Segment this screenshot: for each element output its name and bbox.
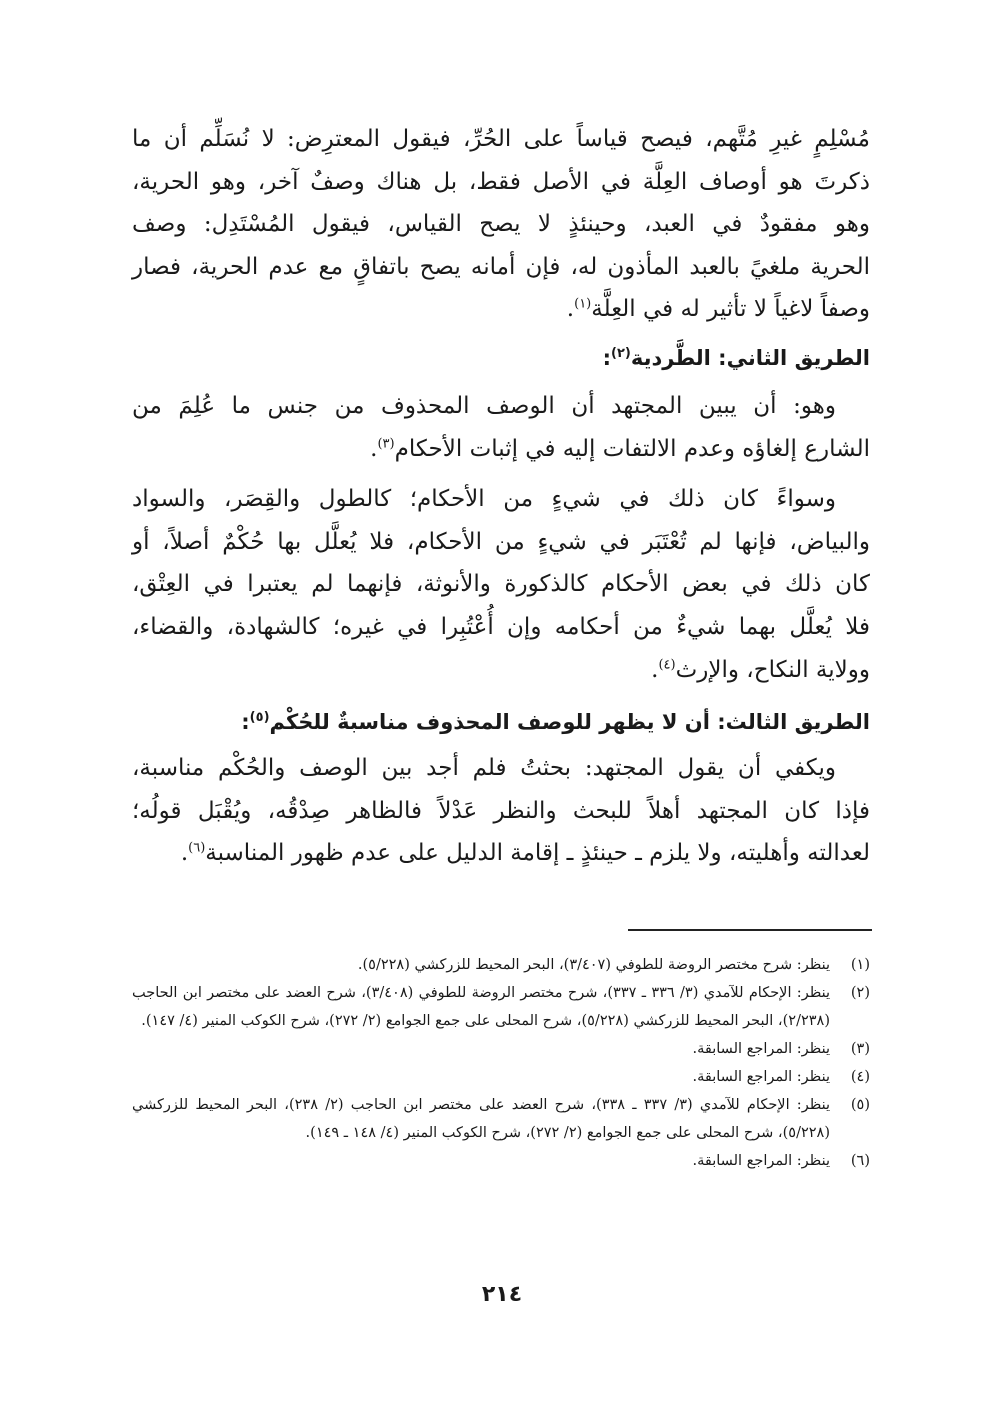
footnote-text: ينظر: المراجع السابقة. [692,1153,830,1169]
line-end: . [651,656,659,683]
footnote-number: (١) [850,957,870,973]
text-line: الحرية ملغيً بالعبد المأذون له، فإن أمانه يصح باتفاقٍ مع عدم الحرية، فصار [132,253,870,280]
footnote-text: ينظر: شرح مختصر الروضة للطوفي (٣/٤٠٧)، البحر المحيط للزركشي (٥/٢٢٨). [357,957,830,973]
text-line: وهو: أن يبين المجتهد أن الوصف المحذوف من جنس ما عُلِمَ من [132,392,836,419]
footnote-item [132,1091,870,1147]
paragraph-2 [132,385,870,470]
text-line: مُسْلِمٍ غيرِ مُتَّهم، فيصح قياساً على الحُرِّ، فيقول المعترِض: لا نُسَلِّم أن ما [132,126,870,152]
line-text: لعدالته وأهليته، ولا يلزم ـ حينئذٍ ـ إقامة الدليل على عدم ظهور المناسبة [205,840,870,867]
footnote-separator [628,929,872,931]
line-end: . [566,296,575,323]
text-line [132,649,870,692]
heading-colon: : [241,710,250,735]
text-line [132,428,870,471]
section-heading-second-method [132,343,870,373]
footnote-text: ينظر: المراجع السابقة. [692,1041,830,1057]
page-number: ٢١٤ [481,1282,523,1307]
footnote-number: (٣) [850,1041,870,1057]
footnote-number: (٤) [850,1069,870,1085]
heading-colon: : [602,345,612,370]
footnote-text: ينظر: الإحكام للآمدي (٣/ ٣٣٧ ـ ٣٣٨)، شرح العضد على مختصر ابن الحاجب (٢/ ٢٣٨)، البحر المحيط للزركشي (٥/٢٢٨)، شرح المحلى على جمع الجوامع (٢/ ٢٧٢)، شرح الكوكب المنير (٤/ ١٤٨ ـ ١٤٩). [132,1097,831,1141]
footnote-ref-6: (٦) [188,840,206,856]
footnote-item [132,1147,870,1175]
text-line: وسواءً كان ذلك في شيءٍ من الأحكام؛ كالطول والقِصَر، والسواد [132,486,836,513]
line-end: . [370,435,378,462]
footnotes-section [132,951,870,1175]
paragraph-3 [132,478,870,691]
main-text [132,118,870,875]
section-heading-third-method [132,707,870,737]
text-line: كان ذلك في بعض الأحكام كالذكورة والأنوثة، فإنهما لم يعتبرا في العِتْق، [132,571,870,598]
text-line [132,288,870,331]
footnote-item [132,1035,870,1063]
footnote-ref-2: (٢) [611,345,631,361]
footnote-item [132,979,870,1035]
line-text: وولاية النكاح، والإرث [675,656,870,683]
footnote-number: (٢) [850,985,870,1001]
footnote-text: ينظر: المراجع السابقة. [692,1069,830,1085]
heading-text: الطريق الثاني: الطَّردية [630,345,870,370]
line-text: وصفاً لاغياً لا تأثير له في العِلَّة [591,296,870,323]
heading-text: الطريق الثالث: أن لا يظهر للوصف المحذوف مناسبةٌ للحُكْم [269,710,870,735]
footnote-item [132,1063,870,1091]
paragraph-1 [132,118,870,331]
text-line: ذكرتَ هو أوصاف العِلَّة في الأصل فقط، بل هناك وصفٌ آخر، وهو الحرية، [132,168,870,195]
footnote-number: (٥) [850,1097,870,1113]
text-line: ويكفي أن يقول المجتهد: بحثتُ فلم أجد بين الوصف والحُكْم مناسبة، [132,755,836,782]
text-line: وهو مفقودٌ في العبد، وحينئذٍ لا يصح القياس، فيقول المُسْتَدِل: وصف [132,211,870,238]
footnote-number: (٦) [850,1153,870,1169]
footnote-text: ينظر: الإحكام للآمدي (٣/ ٣٣٦ ـ ٣٣٧)، شرح مختصر الروضة للطوفي (٣/٤٠٨)، شرح العضد على مختصر ابن الحاجب (٢/٢٣٨)، البحر المحيط للزركشي (٥/٢٢٨)، شرح المحلى على جمع الجوامع (٢/ ٢٧٢)، شرح الكوكب المنير (٤/ ١٤٧). [132,985,830,1029]
footnote-ref-1: (١) [574,296,592,312]
text-line: فلا يُعلَّل بهما شيءٌ من أحكامه وإن أُعْتُبِرا في غيره؛ كالشهادة، والقضاء، [132,613,870,640]
paragraph-4 [132,747,870,875]
footnote-ref-4: (٤) [658,656,676,672]
footnote-ref-3: (٣) [377,435,395,451]
footnote-item [132,951,870,979]
footnote-ref-5: (٥) [249,710,270,726]
text-line [132,832,870,875]
text-line: فإذا كان المجتهد أهلاً للبحث والنظر عَدْلاً فالظاهر صِدْقُه، ويُقْبَل قولُه؛ [132,797,870,824]
text-line: والبياض، فإنها لم تُعْتَبَر في شيءٍ من الأحكام، فلا يُعلَّل بها حُكْمٌ أصلاً، أو [132,528,870,555]
line-end: . [180,840,189,867]
line-text: الشارع إلغاؤه وعدم الالتفات إليه في إثبات الأحكام [394,435,870,462]
